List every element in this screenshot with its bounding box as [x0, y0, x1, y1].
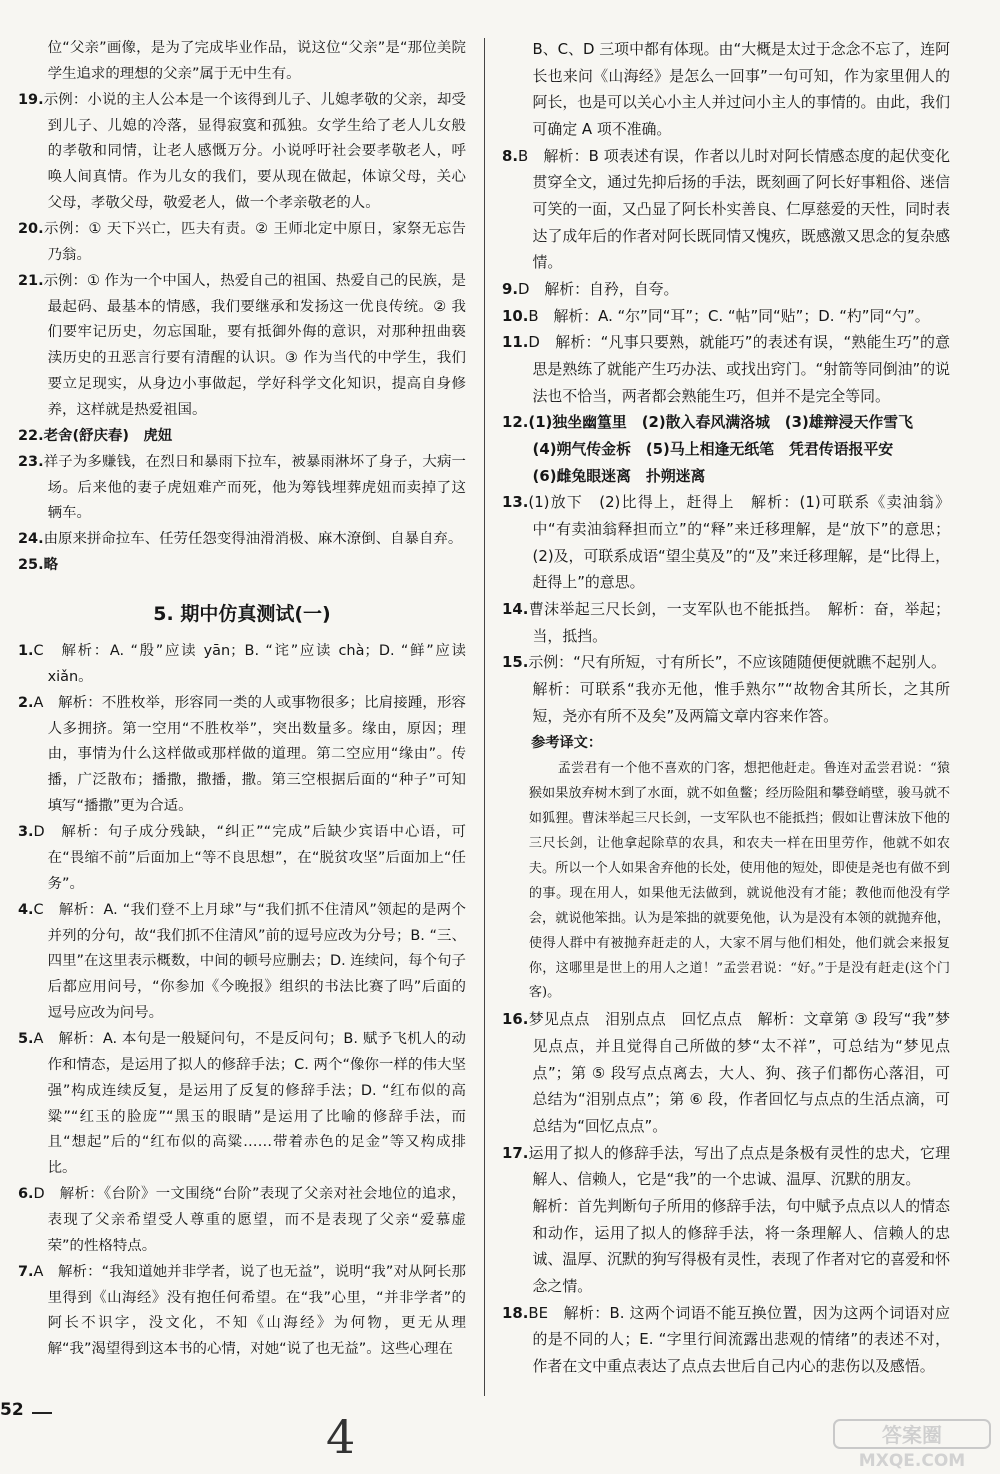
answer-text: D 解析：自矜，自夸。 [518, 280, 679, 299]
answer-number: 12. [502, 413, 529, 432]
answer-continuation: B、C、D 三项中都有体现。由“大概是太过于念念不忘了，连阿长也来问《山海经》是怎么一回事”一句可知，作为家里佣人的阿长，也是可以关心小主人并过问小主人的事情的。由此，我们可确定 A 项不准确。 [532, 40, 950, 139]
answer-item [502, 1300, 950, 1380]
answer-number: 17. [502, 1143, 529, 1162]
page-number-rule [32, 1412, 52, 1414]
answer-item [18, 553, 466, 579]
watermark-url: MXQE.COM [858, 1451, 966, 1470]
answer-text: B 解析：A. “尔”同“耳”；C. “帖”同“贴”；D. “杓”同“勺”。 [528, 306, 930, 325]
answer-item [502, 409, 950, 436]
watermark-title: 答案圈 [882, 1423, 942, 1447]
answer-number: 16. [502, 1010, 529, 1029]
answer-item [502, 143, 950, 276]
answer-number: 1. [18, 643, 34, 660]
answer-number: 20. [18, 221, 44, 238]
right-column [502, 36, 950, 1380]
answer-continuation: 解析：首先判断句子所用的修辞手法，句中赋予点点以人的情态和动作，运用了拟人的修辞手法，将一条理解人、信赖人的忠诚、温厚、沉默的狗写得极有灵性，表现了作者对它的喜爱和怀念之情。 [532, 1197, 950, 1296]
answer-number: 14. [502, 600, 529, 619]
answer-text: (1)独坐幽篁里 (2)散入春风满洛城 (3)雄辩浸天作雪飞 [528, 413, 914, 432]
answer-text: 梦见点点 泪别点点 回忆点点 解析：文章第 ③ 段写“我”梦见点点，并且觉得自己所做的梦“太不祥”，可总结为“梦见点点”；第 ⑤ 段写点点离去，大人、狗、孩子们都伤心落泪，可总结为“泪别点点”；第 ⑥ 段，作者回忆与点点的生活点滴，可总结为“回忆点点”。 [528, 1010, 950, 1136]
answer-text: 曹沫举起三尺长剑，一支军队也不能抵挡。 解析：奋，举起；当，抵挡。 [528, 600, 950, 645]
answer-text: 祥子为多赚钱，在烈日和暴雨下拉车，被暴雨淋坏了身子，大病一场。后来他的妻子虎妞难产而死，他为筹钱埋葬虎妞而卖掉了这辆车。 [43, 453, 466, 522]
answer-number: 9. [502, 280, 519, 299]
answer-item [502, 649, 950, 676]
answer-number: 11. [502, 333, 529, 352]
answer-text: 示例：① 作为一个中国人，热爱自己的祖国、热爱自己的民族，是最起码、最基本的情感，我们要继承和发扬这一优良传统。② 我们要牢记历史，勿忘国耻，要有抵御外侮的意识，对那种扭曲亵渎历史的丑恶言行要有清醒的认识。③ 作为当代的中学生，我们要立足现实，从身边小事做起，学好科学文化知识，提高自身修养，这样就是热爱祖国。 [43, 272, 466, 419]
answer-text: D 解析：“凡事只要熟，就能巧”的表述有误，“熟能生巧”的意思是熟练了就能产生巧办法、或找出窍门。“射箭等同倒油”的说法也不恰当，两者都会熟能生巧，但并不是完全等同。 [528, 333, 951, 405]
column-divider [484, 38, 485, 1396]
answer-text: 由原来拼命拉车、任劳任怨变得油滑消极、麻木潦倒、自暴自弃。 [43, 531, 463, 548]
answer-text: D 解析：《台阶》一文围绕“台阶”表现了父亲对社会地位的追求，表现了父亲希望受人尊重的愿望，而不是表现了父亲“爱慕虚荣”的性格特点。 [33, 1186, 466, 1254]
answer-number: 5. [18, 1030, 34, 1047]
answer-item [502, 1006, 950, 1139]
answer-item [18, 639, 466, 691]
page-number: 52 [0, 1400, 24, 1420]
answer-number: 4. [18, 901, 34, 918]
answer-text: B 解析：B 项表述有误，作者以儿时对阿长情感态度的起伏变化贯穿全文，通过先抑后扬的手法，既刻画了阿长好事粗俗、迷信可笑的一面，又凸显了阿长朴实善良、仁厚慈爱的天性，同时表达了成年后的作者对阿长既同情又愧疚，既感激又思念的复杂感情。 [518, 146, 950, 272]
answer-continuation: 解析：可联系“我亦无他，惟手熟尔”“故物舍其所长，之其所短，尧亦有所不及矣”及两篇文章内容来作答。 [532, 680, 950, 725]
answer-number: 2. [18, 694, 34, 711]
answer-text: D 解析：句子成分残缺，“纠正”“完成”后缺少宾语中心语，可在“畏缩不前”后面加上“等不良思想”，在“脱贫攻坚”后面加上“任务”。 [33, 824, 466, 892]
answer-item [502, 303, 950, 330]
answer-number: 3. [18, 824, 34, 841]
translation-text: 孟尝君有一个他不喜欢的门客，想把他赶走。鲁连对孟尝君说：“猿猴如果放弃树木到了水面，就不如鱼鳖；经历险阻和攀登峭壁，骏马就不如狐狸。曹沫举起三尺长剑，一支军队也不能抵挡；假如让曹沫放下他的三尺长剑，让他拿起除草的农具，和农夫一样在田里劳作，他就不如农夫。所以一个人如果舍弃他的长处，使用他的短处，即使是尧也有做不到的事。现在用人，如果他无法做到，就说他没有才能；教他而他没有学会，就说他笨拙。认为是笨拙的就要免他，认为是没有本领的就抛弃他，使得人群中有被抛弃赶走的人，大家不屑与他们相处，他们就会来报复你，这哪里是世上的用人之道！”孟尝君说：“好。”于是没有赶走(这个门客)。 [528, 761, 950, 1001]
answer-number: 18. [502, 1303, 529, 1322]
answer-text: C 解析：A. “殷”应读 yān；B. “诧”应读 chà；D. “鲜”应读 xiǎn。 [33, 643, 466, 685]
watermark-logo [832, 1418, 992, 1470]
answer-text: A 解析：A. 本句是一般疑问句，不是反问句；B. 赋予飞机人的动作和情态，是运用了拟人的修辞手法；C. 两个“像你一样的伟大坚强”构成连续反复，是运用了反复的修辞手法；D. “红布似的高粱”“红玉的脸庞”“黑玉的眼睛”是运用了比喻的修辞手法，而且“想起”后的“红布似的高粱……带着赤色的足金”等又构成排比。 [33, 1030, 466, 1177]
left-column [18, 36, 466, 1363]
answer-item [502, 489, 950, 596]
answer-number: 15. [502, 653, 529, 672]
answer-text: (1)放下 (2)比得上，赶得上 解析：(1)可联系《卖油翁》中“有卖油翁释担而立”的“释”来迁移理解，是“放下”的意思；(2)及，可联系成语“望尘莫及”的“及”来迁移理解，是“比得上，赶得上”的意思。 [528, 493, 950, 592]
handwritten-mark: 4 [326, 1410, 356, 1464]
answer-item [18, 217, 466, 269]
answer-text: 示例：“尺有所短，寸有所长”，不应该随随便便就瞧不起别人。 [528, 653, 946, 672]
answer-item [18, 424, 466, 450]
answer-continuation: (4)朔气传金柝 (5)马上相逢无纸笔 凭君传语报平安 [532, 440, 894, 459]
answer-text: 示例：① 天下兴亡，匹夫有责。② 王师北定中原日，家祭无忘告乃翁。 [43, 221, 466, 263]
answer-item [18, 269, 466, 424]
answer-item [18, 88, 466, 217]
answer-number: 8. [502, 146, 519, 165]
answer-number: 24. [18, 531, 44, 548]
answer-item [18, 1182, 466, 1260]
answer-number: 13. [502, 493, 529, 512]
translation-label: 参考译文： [531, 735, 603, 752]
answer-item [502, 596, 950, 649]
answer-number: 21. [18, 272, 44, 289]
answer-continuation: (6)雌兔眼迷离 扑朔迷离 [532, 466, 706, 485]
answer-number: 7. [18, 1263, 34, 1280]
answer-item [18, 1027, 466, 1182]
answer-text: A 解析：不胜枚举，形容同一类的人或事物很多；比肩接踵，形容人多拥挤。第一空用“不胜枚举”，突出数量多。缘由，原因；理由，事情为什么这样做或那样做的道理。第二空应用“缘由”。传播，广泛散布；播撒，撒播，撒。第三空根据后面的“种子”可知填写“播撒”更为合适。 [33, 694, 466, 815]
answer-item [18, 820, 466, 898]
answer-item [18, 450, 466, 528]
answer-number: 10. [502, 306, 529, 325]
section-heading: 5. 期中仿真测试(一) [153, 603, 331, 626]
answer-text: 老舍(舒庆春) 虎妞 [43, 427, 173, 444]
answer-item [18, 1260, 466, 1363]
answer-item [18, 527, 466, 553]
answer-number: 6. [18, 1186, 34, 1203]
answer-continuation: 位“父亲”画像，是为了完成毕业作品，说这位“父亲”是“那位美院学生追求的理想的父亲”属于无中生有。 [47, 40, 466, 82]
answer-item [502, 329, 950, 409]
answer-number: 19. [18, 91, 44, 108]
answer-text: C 解析：A. “我们登不上月球”与“我们抓不住清风”领起的是两个并列的分句，故“我们抓不住清风”前的逗号应改为分号；B. “三、四里”在这里表示概数，中间的顿号应删去；D. 连续问，每个句子后都应用问号，“你参加《今晚报》组织的书法比赛了吗”后面的逗号应改为问号。 [33, 901, 466, 1022]
answer-number: 25. [18, 557, 44, 574]
answer-text: BE 解析：B. 这两个词语不能互换位置，因为这两个词语对应的是不同的人；E. “字里行间流露出悲观的情绪”的表述不对，作者在文中重点表达了点点去世后自己内心的悲伤以及感悟。 [528, 1303, 950, 1376]
answer-item [18, 691, 466, 820]
answer-item [502, 1140, 950, 1193]
answer-text: A 解析：“我知道她并非学者，说了也无益”，说明“我”对从阿长那里得到《山海经》没有抱任何希望。在“我”心里，“并非学者”的阿长不识字，没文化，不知《山海经》为何物，更无从理解“我”渴望得到这本书的心情，对她“说了也无益”。这些心理在 [33, 1263, 466, 1358]
answer-text: 示例：小说的主人公本是一个该得到儿子、儿媳孝敬的父亲，却受到儿子、儿媳的冷落，显得寂寞和孤独。女学生给了老人儿女般的孝敬和同情，让老人感慨万分。小说呼吁社会要孝敬老人，呼唤人间真情。作为儿女的我们，要从现在做起，体谅父母，关心父母，孝敬父母，敬爱老人，做一个孝亲敬老的人。 [43, 91, 466, 212]
answer-text: 运用了拟人的修辞手法，写出了点点是条极有灵性的忠犬，它理解人、信赖人，它是“我”的一个忠诚、温厚、沉默的朋友。 [528, 1143, 950, 1189]
answer-number: 23. [18, 453, 44, 470]
answer-item [18, 898, 466, 1027]
answer-number: 22. [18, 427, 44, 444]
answer-text: 略 [43, 557, 59, 574]
answer-item [502, 276, 950, 303]
